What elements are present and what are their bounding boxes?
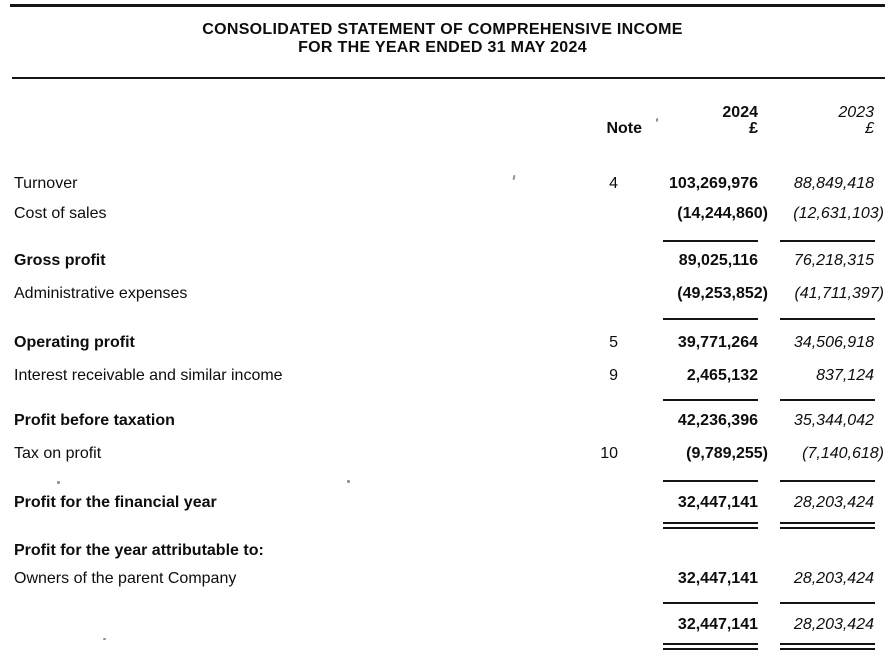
row-operating-profit [0, 334, 885, 352]
value-2024: 89,025,116 [678, 252, 758, 269]
rule-2024-column [663, 240, 758, 242]
value-2023: (41,711,397) [794, 285, 884, 302]
value-2023: 28,203,424 [793, 616, 874, 633]
double-rule-2024-column [663, 643, 758, 650]
value-2023: 35,344,042 [793, 412, 874, 429]
row-label: Operating profit [14, 334, 135, 351]
column-header-2023: 2023 [838, 104, 874, 121]
row-label: Tax on profit [14, 445, 102, 462]
note-ref [596, 252, 644, 270]
value-2024: (14,244,860) [677, 205, 768, 222]
note-ref: 9 [609, 367, 618, 384]
row-unit-headers [0, 120, 885, 138]
value-2023: 837,124 [816, 367, 874, 384]
scan-speck [103, 638, 106, 640]
scan-speck [57, 481, 60, 484]
value-2024: 32,447,141 [677, 616, 758, 633]
row-label: Owners of the parent Company [14, 570, 237, 587]
row-label: Profit for the financial year [14, 494, 217, 511]
note-ref [596, 285, 644, 303]
value-2023: 34,506,918 [793, 334, 874, 351]
row-label: Profit for the year attributable to: [14, 542, 264, 559]
note-ref [596, 570, 644, 588]
rule-2024-column [663, 399, 758, 401]
header-rule [12, 77, 885, 79]
rule-2024-column [663, 602, 758, 604]
value-2024: (49,253,852) [677, 285, 768, 302]
value-2024: 32,447,141 [677, 570, 758, 587]
rule-2024-column [663, 318, 758, 320]
subtotal-rule-profit-before-tax [0, 399, 885, 401]
rule-2023-column [780, 318, 875, 320]
rule-2023-column [780, 240, 875, 242]
note-ref [596, 412, 644, 430]
top-rule [10, 4, 885, 7]
row-label: Turnover [14, 175, 78, 192]
value-2024: 32,447,141 [677, 494, 758, 511]
rule-2024-column [663, 480, 758, 482]
title-line-2: FOR THE YEAR ENDED 31 MAY 2024 [298, 39, 587, 56]
value-2024: (9,789,255) [686, 445, 768, 462]
value-2023: (12,631,103) [793, 205, 884, 222]
row-label: Profit before taxation [14, 412, 175, 429]
row-turnover [0, 175, 885, 193]
rule-2023-column [780, 480, 875, 482]
value-2023: 88,849,418 [793, 175, 874, 192]
row-label: Administrative expenses [14, 285, 188, 302]
note-ref: 5 [609, 334, 618, 351]
note-ref: 10 [600, 445, 618, 462]
note-ref [596, 205, 644, 223]
row-label: Gross profit [14, 252, 106, 269]
row-cost-of-sales [0, 205, 885, 223]
row-tax-on-profit [0, 445, 885, 463]
column-header-currency-2023: £ [865, 120, 874, 137]
column-header-note: Note [606, 120, 642, 137]
row-attributable-total [0, 616, 885, 634]
value-2023: 76,218,315 [793, 252, 874, 269]
row-attributable-heading [0, 542, 885, 560]
row-label: Interest receivable and similar income [14, 367, 283, 384]
value-2023: 28,203,424 [793, 570, 874, 587]
row-profit-for-financial-year [0, 494, 885, 512]
row-profit-before-taxation [0, 412, 885, 430]
statement-title [0, 21, 885, 57]
subtotal-rule-operating-profit [0, 318, 885, 320]
value-2024: 39,771,264 [677, 334, 758, 351]
row-owners-of-parent [0, 570, 885, 588]
title-line-1: CONSOLIDATED STATEMENT OF COMPREHENSIVE INCOME [202, 21, 683, 38]
rule-2023-column [780, 399, 875, 401]
column-header-2024: 2024 [722, 104, 758, 121]
note-ref: 4 [609, 175, 618, 192]
row-gross-profit [0, 252, 885, 270]
value-2024: 103,269,976 [669, 175, 758, 192]
value-2024: 42,236,396 [677, 412, 758, 429]
note-ref [596, 494, 644, 512]
row-interest-receivable [0, 367, 885, 385]
row-administrative-expenses [0, 285, 885, 303]
total-rule-profit-for-year [0, 522, 885, 529]
total-rule-attributable [0, 643, 885, 650]
value-2023: 28,203,424 [793, 494, 874, 511]
double-rule-2023-column [780, 522, 875, 529]
scan-speck [347, 480, 350, 483]
column-header-currency-2024: £ [749, 120, 758, 137]
double-rule-2024-column [663, 522, 758, 529]
value-2024: 2,465,132 [686, 367, 758, 384]
subtotal-rule-profit-for-year [0, 480, 885, 482]
value-2023: (7,140,618) [802, 445, 884, 462]
double-rule-2023-column [780, 643, 875, 650]
rule-2023-column [780, 602, 875, 604]
subtotal-rule-gross-profit [0, 240, 885, 242]
subtotal-rule-attributable [0, 602, 885, 604]
row-label: Cost of sales [14, 205, 107, 222]
